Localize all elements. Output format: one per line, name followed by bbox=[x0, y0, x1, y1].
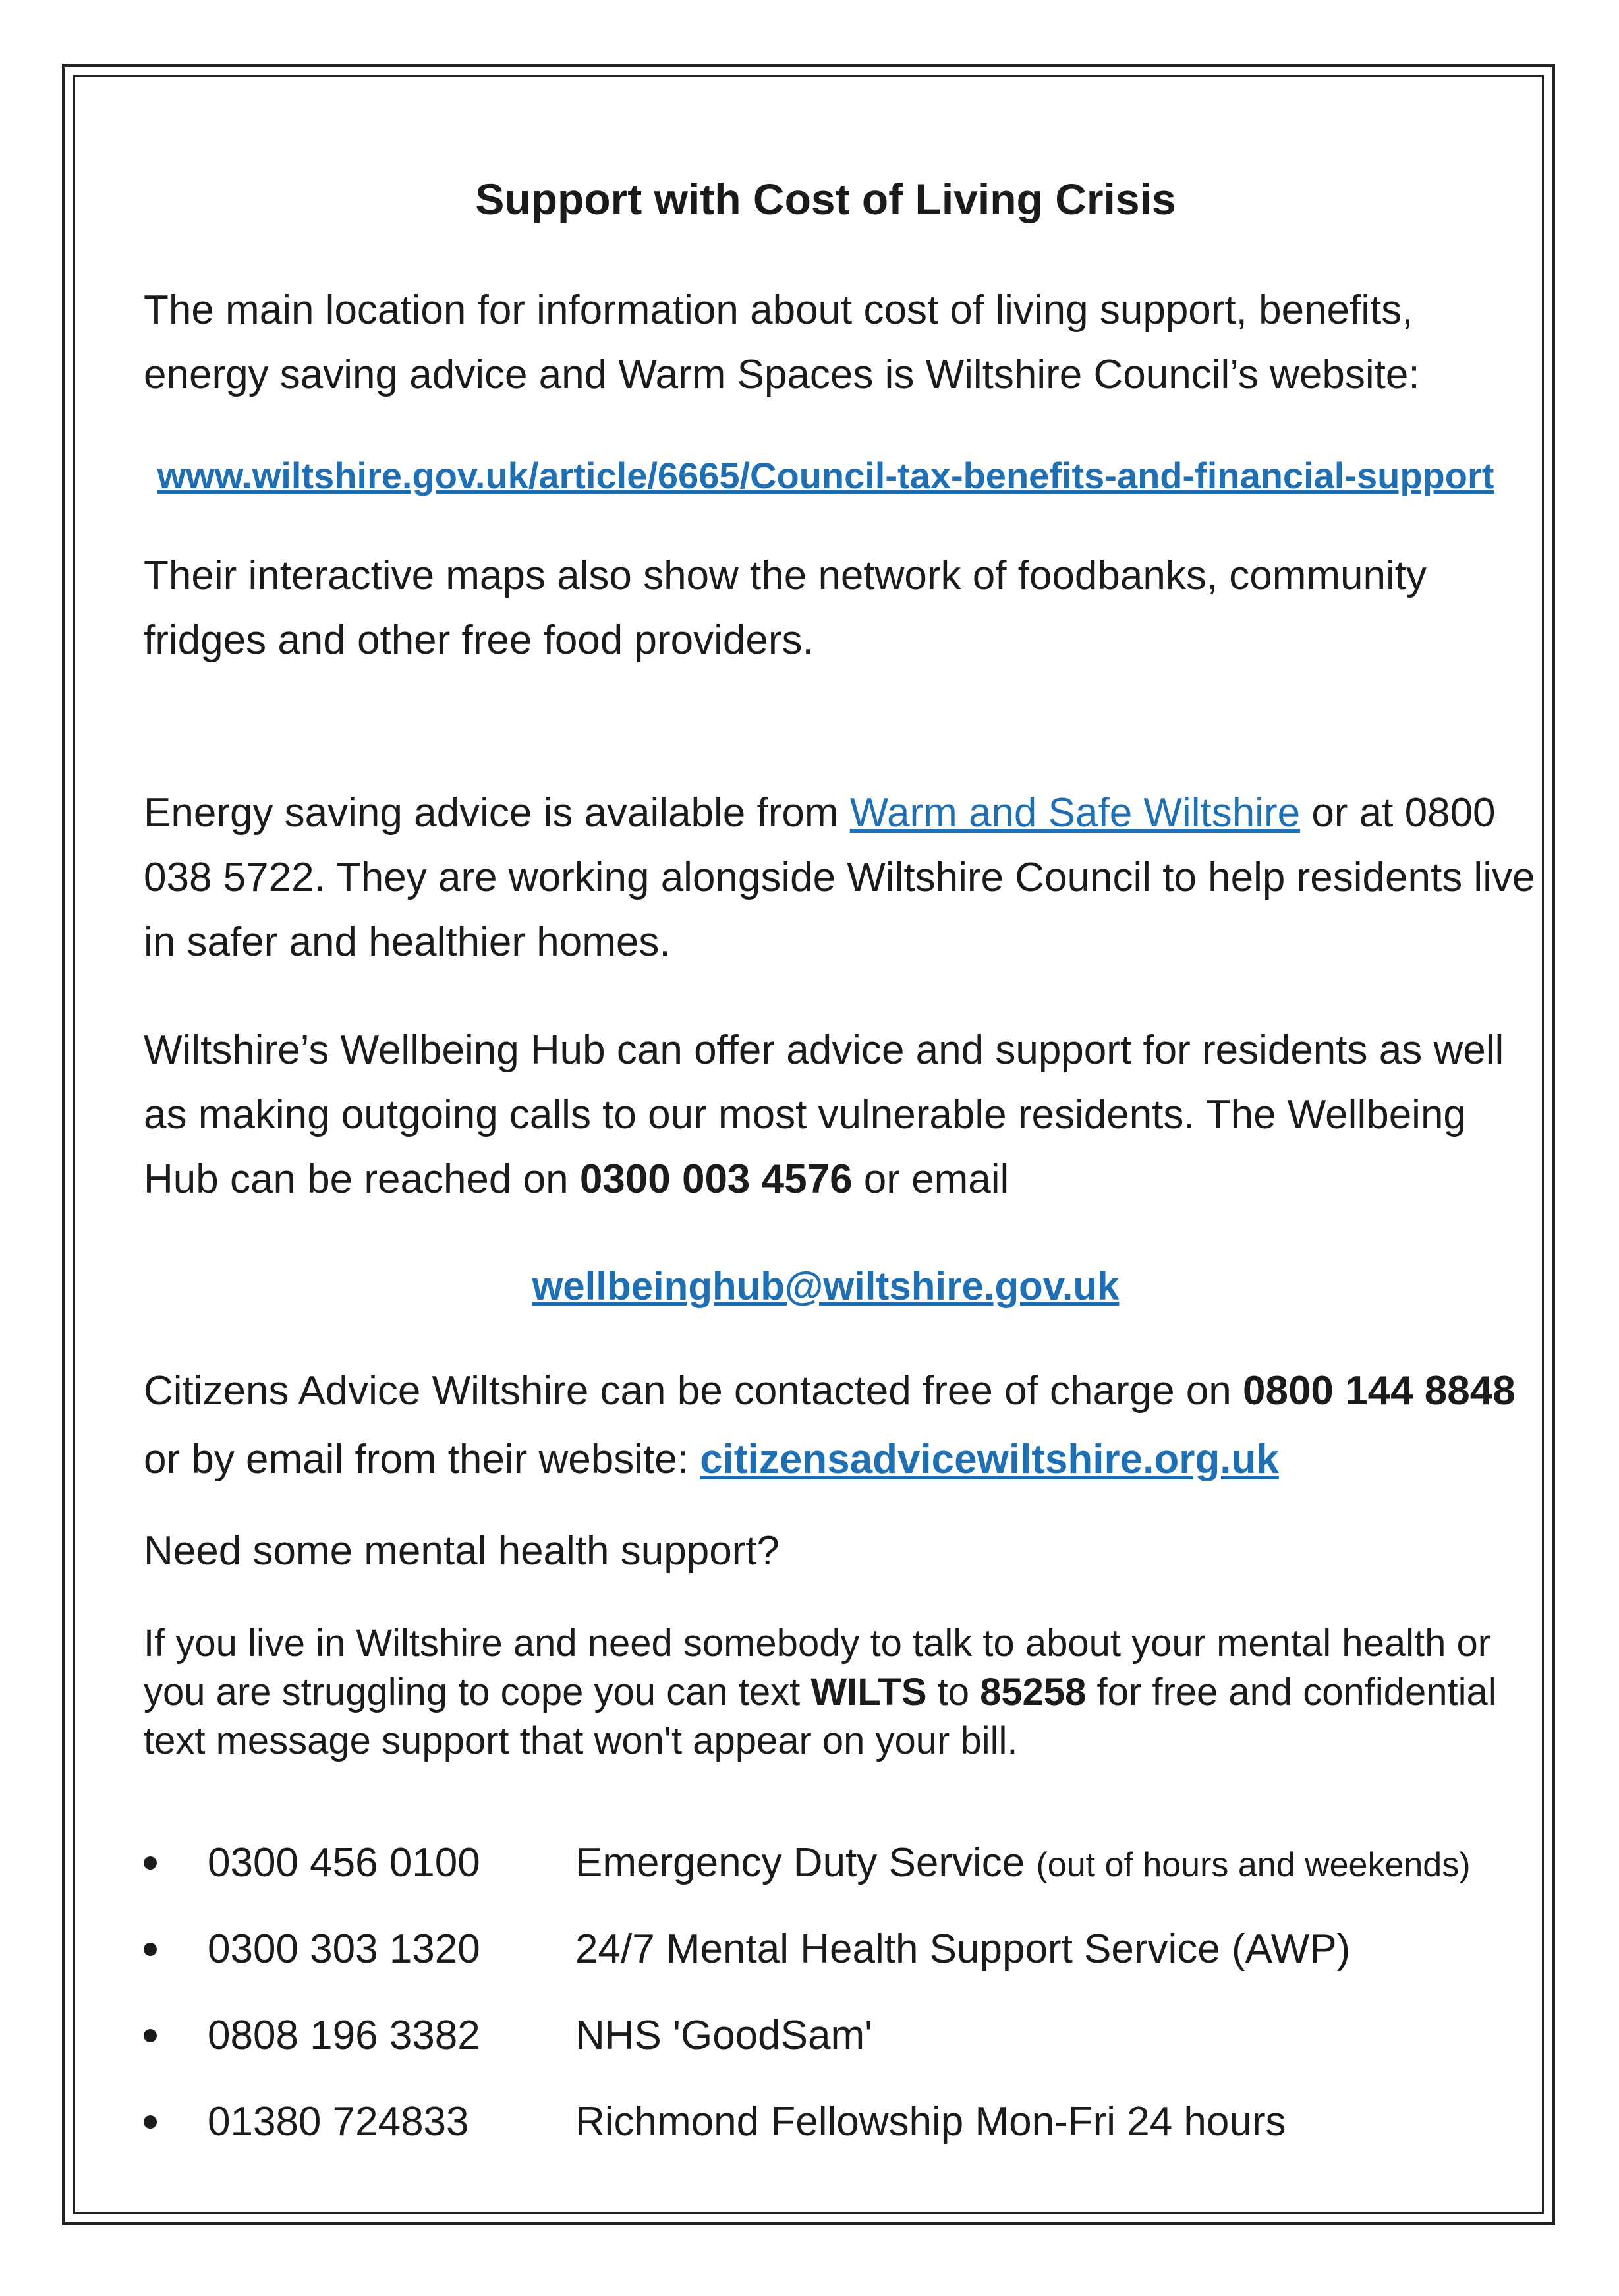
contact-list-item bbox=[144, 1923, 1560, 2009]
citizens-phone: 0800 144 8848 bbox=[1242, 1368, 1516, 1414]
contact-list-item bbox=[144, 2009, 1560, 2096]
citizens-text-before: Citizens Advice Wiltshire can be contacted free of charge on bbox=[144, 1368, 1243, 1414]
wellbeing-paragraph bbox=[144, 1018, 1541, 1212]
bullet-icon bbox=[144, 1856, 157, 1870]
wellbeing-text-before: Wiltshire’s Wellbeing Hub can offer advice and support for residents as well as making outgoing calls to our most vulnerable residents. The Wellbeing Hub can be reached on bbox=[144, 1027, 1504, 1202]
mental-health-question bbox=[144, 1519, 1541, 1584]
bullet-icon bbox=[144, 1943, 157, 1956]
mental-health-text-to: to bbox=[926, 1671, 980, 1713]
mental-health-question-text: Need some mental health support? bbox=[144, 1528, 780, 1574]
page-inner-border bbox=[73, 75, 1544, 2214]
citizens-website-link[interactable]: citizensadvicewiltshire.org.uk bbox=[700, 1437, 1279, 1482]
contact-service bbox=[575, 1923, 1350, 1976]
contact-list-item bbox=[144, 2096, 1560, 2182]
text-keyword: WILTS bbox=[810, 1671, 927, 1713]
council-url-line bbox=[144, 449, 1508, 502]
contact-service bbox=[575, 1837, 1471, 1891]
contact-list bbox=[144, 1837, 1560, 2182]
intro-paragraph bbox=[144, 278, 1541, 407]
text-shortcode: 85258 bbox=[980, 1671, 1087, 1713]
contact-number: 0300 456 0100 bbox=[208, 1840, 480, 1885]
bullet-icon bbox=[144, 2029, 157, 2042]
wellbeing-email-link[interactable]: wellbeinghub@wiltshire.gov.uk bbox=[532, 1264, 1120, 1308]
citizens-text-middle: or by email from their website: bbox=[144, 1437, 700, 1482]
wellbeing-phone: 0300 003 4576 bbox=[579, 1157, 853, 1202]
contact-service-name: 24/7 Mental Health Support Service (AWP) bbox=[575, 1926, 1351, 1972]
contact-service bbox=[575, 2009, 872, 2062]
contact-service-name: Emergency Duty Service bbox=[575, 1840, 1037, 1885]
contact-service-note: (out of hours and weekends) bbox=[1036, 1846, 1471, 1884]
contact-service-name: Richmond Fellowship Mon-Fri 24 hours bbox=[575, 2099, 1286, 2144]
contact-service bbox=[575, 2096, 1286, 2148]
contact-number: 01380 724833 bbox=[208, 2099, 469, 2144]
page-border bbox=[62, 64, 1555, 2225]
mental-health-text-before: If you live in Wiltshire and need somebody to talk to about your mental health or you are struggling to cope you can text bbox=[144, 1622, 1491, 1713]
energy-text-before: Energy saving advice is available from bbox=[144, 790, 850, 836]
intro-text: The main location for information about cost of living support, benefits, energy saving advice and Warm Spaces is Wiltshire Council’s website: bbox=[144, 287, 1420, 397]
energy-paragraph bbox=[144, 781, 1541, 975]
bullet-icon bbox=[144, 2115, 157, 2129]
contact-number: 0808 196 3382 bbox=[208, 2013, 480, 2058]
energy-text-after: or at 0800 038 5722. They are working alongside Wiltshire Council to help residents live in safer and healthier homes. bbox=[144, 790, 1535, 965]
page-title: Support with Cost of Living Crisis bbox=[475, 175, 1176, 223]
wellbeing-text-after: or email bbox=[852, 1157, 1009, 1202]
mental-health-text-after: for free and confidential text message support that won't appear on your bill. bbox=[144, 1671, 1496, 1762]
wellbeing-email-line bbox=[144, 1260, 1508, 1313]
mental-health-paragraph bbox=[144, 1619, 1527, 1765]
maps-paragraph bbox=[144, 544, 1541, 673]
council-url-link[interactable]: www.wiltshire.gov.uk/article/6665/Council-tax-benefits-and-financial-support bbox=[157, 455, 1494, 496]
contact-number: 0300 303 1320 bbox=[208, 1926, 480, 1972]
warm-and-safe-link[interactable]: Warm and Safe Wiltshire bbox=[849, 790, 1301, 836]
citizens-advice-paragraph bbox=[144, 1357, 1541, 1494]
contact-list-item bbox=[144, 1837, 1560, 1923]
contact-service-name: NHS 'GoodSam' bbox=[575, 2013, 872, 2058]
maps-text: Their interactive maps also show the network of foodbanks, community fridges and other free food providers. bbox=[144, 553, 1427, 663]
